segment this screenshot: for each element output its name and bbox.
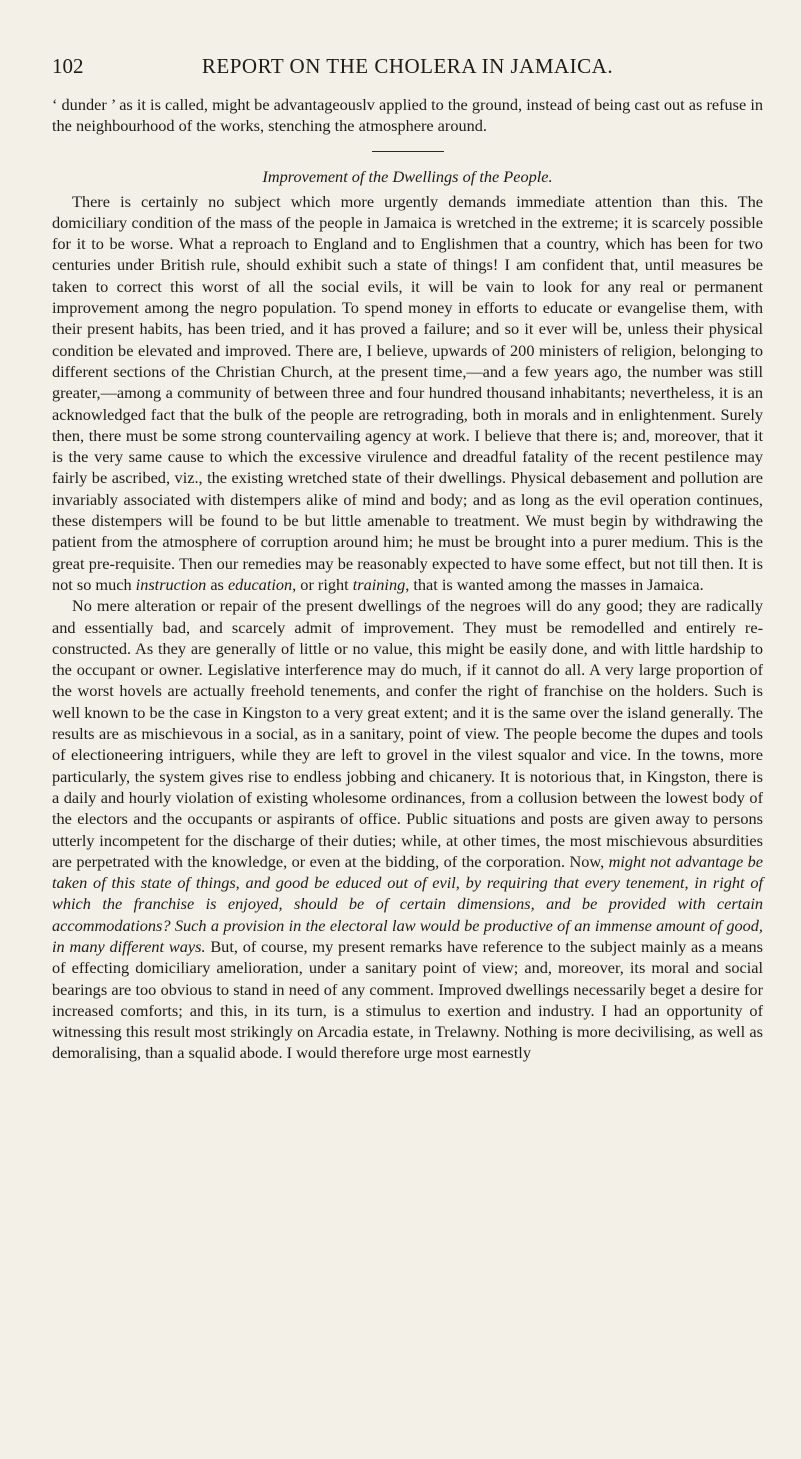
paragraph-2 [52,595,763,1064]
section-heading: Improvement of the Dwellings of the People. [262,166,553,186]
section-divider [372,151,444,152]
paragraph-1-as: as [210,574,224,594]
paragraph-1-text: There is certainly no subject which more urgently demands immediate attention than this. The domiciliary condition of the mass of the people in Jamaica is wretched in the extreme; it is scarcely possible for it to be worse. What a reproach to England and to Englishmen that a country, which has been for two centuries under British rule, should exhibit such a state of things! I am confident that, until measures be taken to correct this worst of all the social evils, it will be vain to look for any real or permanent improvement among the negro population. To spend money in efforts to educate or evangelise them, with their present habits, has been tried, and it has proved a failure; and so it ever will be, unless their physical condition be elevated and improved. There are, I believe, upwards of 200 ministers of religion, belonging to different sections of the Christian Church, at the present time,—and a few years ago, the number was still greater,—among a community of between three and four hundred thousand inhabitants; nevertheless, it is an acknowledged fact that the bulk of the people are retrograding, both in morals and in enlightenment. Surely then, there must be some strong countervailing agency at work. I believe that there is; and, moreover, that it is the very same cause to which the excessive virulence and dreadful fatality of the recent pestilence may fairly be ascribed, viz., the existing wretched state of their dwellings. Physical debasement and pollution are invariably associated with distempers alike of mind and body; and as long as the evil operation continues, these distempers will be found to be but little amenable to treatment. We must begin by withdrawing the patient from the atmosphere of corruption around him; he must be brought into a purer medium. This is the great pre-requisite. Then our remedies may be reasonably expected to have some effect, but not till then. It is not so much [52,191,763,594]
page-number: 102 [52,54,84,78]
emphasis-training: training [352,574,406,594]
paragraph-2-italic-proposal: might not advantage be taken of this state of things, and good be educed out of evil, by requiring that every tenement, in right of which the franchise is enjoyed, should be of certain dimensions, and be provided with certain accommodations? Such a provision in the electoral law would be productive of an immense amount of good, in many different ways. [52,851,763,956]
intro-paragraph: ‘ dunder ’ as it is called, might be advantageouslv applied to the ground, instead of being cast out as refuse in the neighbourhood of the works, stenching the atmosphere around. [52,95,763,136]
paragraph-1-or-right: , or right [292,574,349,594]
paragraph-1 [52,191,763,596]
paragraph-2-end: But, of course, my present remarks have reference to the subject mainly as a means of effecting domiciliary amelioration, under a sanitary point of view; and, moreover, its moral and social bearings are too obvious to stand in need of any comment. Improved dwellings necessarily beget a desire for increased comforts; and this, in its turn, is a stimulus to exertion and industry. I had an opportunity of witnessing this result most strikingly on Arcadia estate, in Trelawny. Nothing is more decivilising, as well as demoralising, than a squalid abode. I would therefore urge most earnestly [52,936,763,1063]
emphasis-education: education [227,574,293,594]
running-head [52,54,763,84]
paragraph-1-end: , that is wanted among the masses in Jamaica. [405,574,704,594]
emphasis-instruction: instruction [135,574,207,594]
paragraph-2-start: No mere alteration or repair of the present dwellings of the negroes will do any good; they are radically and essentially bad, and scarcely admit of improvement. They must be remodelled and entirely re-constructed. As they are generally of little or no value, this might be easily done, and with little hardship to the occupant or owner. Legislative interference may do much, if it cannot do all. A very large proportion of the worst hovels are actually freehold tenements, and confer the right of franchise on the holders. Such is well known to be the case in Kingston to a very great extent; and it is the same over the island generally. The results are as mischievous in a social, as in a sanitary, point of view. The people become the dupes and tools of electioneering intriguers, while they are left to grovel in the vilest squalor and vice. In the towns, more particularly, the system gives rise to endless jobbing and chicanery. It is notorious that, in Kingston, there is a daily and hourly violation of existing wholesome ordinances, from a collusion between the lowest body of the electors and the occupants or aspirants of office. Public situations and posts are given away to persons utterly incompetent for the discharge of their duties; while, at other times, the most mischievous absurdities are perpetrated with the knowledge, or even at the bidding, of the corporation. Now, [52,596,763,871]
running-title: REPORT ON THE CHOLERA IN JAMAICA. [201,54,614,78]
body-text [52,94,763,1064]
